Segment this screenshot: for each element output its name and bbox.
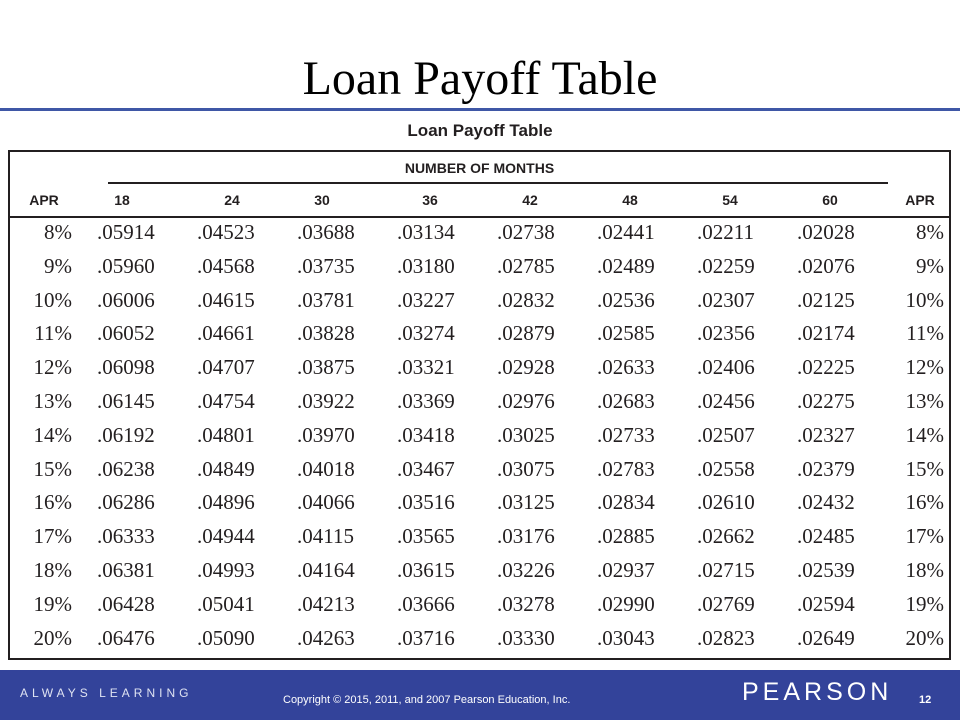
rate-cell: .02879 xyxy=(497,321,555,346)
apr-right-cell: 15% xyxy=(905,456,944,481)
apr-right-cell: 11% xyxy=(906,321,944,346)
month-header-60: 60 xyxy=(822,192,838,208)
rate-cell: .02783 xyxy=(597,456,655,481)
rate-cell: .06192 xyxy=(97,422,155,447)
apr-right-cell: 20% xyxy=(905,625,944,650)
apr-left-cell: 15% xyxy=(33,456,72,481)
rate-cell: .02738 xyxy=(497,220,555,244)
rate-cell: .02715 xyxy=(697,558,755,582)
rate-cell: .03134 xyxy=(397,220,455,244)
rate-cell: .04707 xyxy=(197,355,255,380)
rate-cell: .03227 xyxy=(397,287,455,312)
apr-left-header: APR xyxy=(29,192,59,208)
apr-right-cell: 18% xyxy=(905,558,944,582)
rate-cell: .02937 xyxy=(597,558,655,582)
month-header-36: 36 xyxy=(422,192,438,208)
rate-cell: .02076 xyxy=(797,253,855,278)
rate-cell: .02733 xyxy=(597,422,655,447)
apr-right-cell: 8% xyxy=(916,220,944,244)
rate-cell: .03875 xyxy=(297,355,355,380)
rate-cell: .04615 xyxy=(197,287,255,312)
rate-cell: .03369 xyxy=(397,389,455,413)
rate-cell: .03516 xyxy=(397,490,455,515)
rate-cell: .02406 xyxy=(697,355,755,380)
apr-left-cell: 10% xyxy=(33,287,72,312)
rate-cell: .03226 xyxy=(497,558,555,582)
rate-cell: .02558 xyxy=(697,456,755,481)
rate-cell: .02649 xyxy=(797,625,855,650)
rate-cell: .02769 xyxy=(697,591,755,616)
apr-right-header: APR xyxy=(905,192,935,208)
rate-cell: .04849 xyxy=(197,456,255,481)
rate-cell: .05914 xyxy=(97,220,155,244)
loan-payoff-table xyxy=(8,150,951,660)
apr-left-cell: 20% xyxy=(33,625,72,650)
page-number: 12 xyxy=(919,694,932,706)
rate-cell: .06238 xyxy=(97,456,155,481)
month-header-24: 24 xyxy=(224,192,240,208)
rate-cell: .04661 xyxy=(197,321,255,346)
rate-cell: .04263 xyxy=(297,625,355,650)
rate-cell: .03716 xyxy=(397,625,455,650)
rate-cell: .04993 xyxy=(197,558,255,582)
rate-cell: .03330 xyxy=(497,625,555,650)
rate-cell: .02683 xyxy=(597,389,655,413)
rate-cell: .02585 xyxy=(597,321,655,346)
rate-cell: .03615 xyxy=(397,558,455,582)
rate-cell: .06006 xyxy=(97,287,155,312)
month-header-42: 42 xyxy=(522,192,538,208)
rate-cell: .03125 xyxy=(497,490,555,515)
rate-cell: .06286 xyxy=(97,490,155,515)
footer-copyright: Copyright © 2015, 2011, and 2007 Pearson Education, Inc. xyxy=(283,694,571,706)
rate-cell: .02594 xyxy=(797,591,855,616)
rate-cell: .02485 xyxy=(797,524,855,549)
rate-cell: .02028 xyxy=(797,220,855,244)
table-caption: Loan Payoff Table xyxy=(407,121,553,140)
rate-cell: .02610 xyxy=(697,490,755,515)
pearson-logo: PEARSON xyxy=(742,678,893,706)
rate-cell: .02356 xyxy=(697,321,755,346)
rate-cell: .06476 xyxy=(97,625,155,650)
rate-cell: .06098 xyxy=(97,355,155,380)
rate-cell: .02441 xyxy=(597,220,655,244)
rate-cell: .02432 xyxy=(797,490,855,515)
rate-cell: .04115 xyxy=(297,524,354,549)
rate-cell: .04944 xyxy=(197,524,255,549)
apr-right-cell: 14% xyxy=(905,422,944,447)
rate-cell: .06333 xyxy=(97,524,155,549)
rate-cell: .02832 xyxy=(497,287,555,312)
rate-cell: .02633 xyxy=(597,355,655,380)
rate-cell: .04801 xyxy=(197,422,255,447)
rate-cell: .02885 xyxy=(597,524,655,549)
rate-cell: .04568 xyxy=(197,253,255,278)
apr-left-cell: 11% xyxy=(34,321,72,346)
rate-cell: .02327 xyxy=(797,422,855,447)
apr-right-cell: 13% xyxy=(905,389,944,413)
rate-cell: .02275 xyxy=(797,389,855,413)
footer-tagline: ALWAYS LEARNING xyxy=(20,686,193,700)
rate-cell: .02990 xyxy=(597,591,655,616)
month-header-54: 54 xyxy=(722,192,738,208)
rate-cell: .03043 xyxy=(597,625,655,650)
apr-right-cell: 16% xyxy=(905,490,944,515)
rate-cell: .03781 xyxy=(297,287,355,312)
rate-cell: .03467 xyxy=(397,456,455,481)
apr-left-cell: 12% xyxy=(33,355,72,380)
rate-cell: .04523 xyxy=(197,220,255,244)
rate-cell: .02507 xyxy=(697,422,755,447)
rate-cell: .02834 xyxy=(597,490,655,515)
rate-cell: .06052 xyxy=(97,321,155,346)
rate-cell: .03278 xyxy=(497,591,555,616)
rate-cell: .03828 xyxy=(297,321,355,346)
rate-cell: .05041 xyxy=(197,591,255,616)
rate-cell: .02823 xyxy=(697,625,755,650)
apr-left-cell: 19% xyxy=(33,591,72,616)
rate-cell: .04754 xyxy=(197,389,255,413)
month-header-48: 48 xyxy=(622,192,638,208)
rate-cell: .03565 xyxy=(397,524,455,549)
rate-cell: .02174 xyxy=(797,321,855,346)
rate-cell: .02539 xyxy=(797,558,855,582)
rate-cell: .06381 xyxy=(97,558,155,582)
apr-right-cell: 12% xyxy=(905,355,944,380)
apr-left-cell: 17% xyxy=(33,524,72,549)
rate-cell: .02379 xyxy=(797,456,855,481)
rate-cell: .04164 xyxy=(297,558,355,582)
months-group-header: NUMBER OF MONTHS xyxy=(404,160,555,176)
apr-right-cell: 17% xyxy=(905,524,944,549)
rate-cell: .05090 xyxy=(197,625,255,650)
rate-cell: .06145 xyxy=(97,389,155,413)
rate-cell: .05960 xyxy=(97,253,155,278)
rate-cell: .06428 xyxy=(97,591,155,616)
rate-cell: .03075 xyxy=(497,456,555,481)
rate-cell: .02536 xyxy=(597,287,655,312)
rate-cell: .02456 xyxy=(697,389,755,413)
rate-cell: .02225 xyxy=(797,355,855,380)
rate-cell: .02125 xyxy=(797,287,855,312)
slide-title: Loan Payoff Table xyxy=(302,52,658,105)
apr-right-cell: 9% xyxy=(916,253,944,278)
rate-cell: .02211 xyxy=(697,220,754,244)
group-header-rule xyxy=(108,182,888,184)
rate-cell: .02976 xyxy=(497,389,555,413)
rate-cell: .03418 xyxy=(397,422,455,447)
apr-left-cell: 13% xyxy=(33,389,72,413)
rate-cell: .03025 xyxy=(497,422,555,447)
rate-cell: .02259 xyxy=(697,253,755,278)
rate-cell: .02489 xyxy=(597,253,655,278)
rate-cell: .03735 xyxy=(297,253,355,278)
rate-cell: .03176 xyxy=(497,524,555,549)
apr-right-cell: 19% xyxy=(905,591,944,616)
rate-cell: .03922 xyxy=(297,389,355,413)
rate-cell: .02307 xyxy=(697,287,755,312)
rate-cell: .04066 xyxy=(297,490,355,515)
rate-cell: .02928 xyxy=(497,355,555,380)
rate-cell: .03970 xyxy=(297,422,355,447)
rate-cell: .03321 xyxy=(397,355,455,380)
apr-left-cell: 8% xyxy=(44,220,72,244)
title-divider xyxy=(0,108,960,111)
apr-left-cell: 16% xyxy=(33,490,72,515)
footer-bar xyxy=(0,670,960,720)
rate-cell: .04896 xyxy=(197,490,255,515)
apr-left-cell: 18% xyxy=(33,558,72,582)
column-header-rule xyxy=(10,216,949,218)
rate-cell: .03688 xyxy=(297,220,355,244)
rate-cell: .03274 xyxy=(397,321,455,346)
apr-right-cell: 10% xyxy=(905,287,944,312)
rate-cell: .02785 xyxy=(497,253,555,278)
apr-left-cell: 14% xyxy=(33,422,72,447)
rate-cell: .04018 xyxy=(297,456,355,481)
month-header-30: 30 xyxy=(314,192,330,208)
rate-cell: .02662 xyxy=(697,524,755,549)
rate-cell: .03180 xyxy=(397,253,455,278)
rate-cell: .04213 xyxy=(297,591,355,616)
month-header-18: 18 xyxy=(114,192,130,208)
apr-left-cell: 9% xyxy=(44,253,72,278)
rate-cell: .03666 xyxy=(397,591,455,616)
